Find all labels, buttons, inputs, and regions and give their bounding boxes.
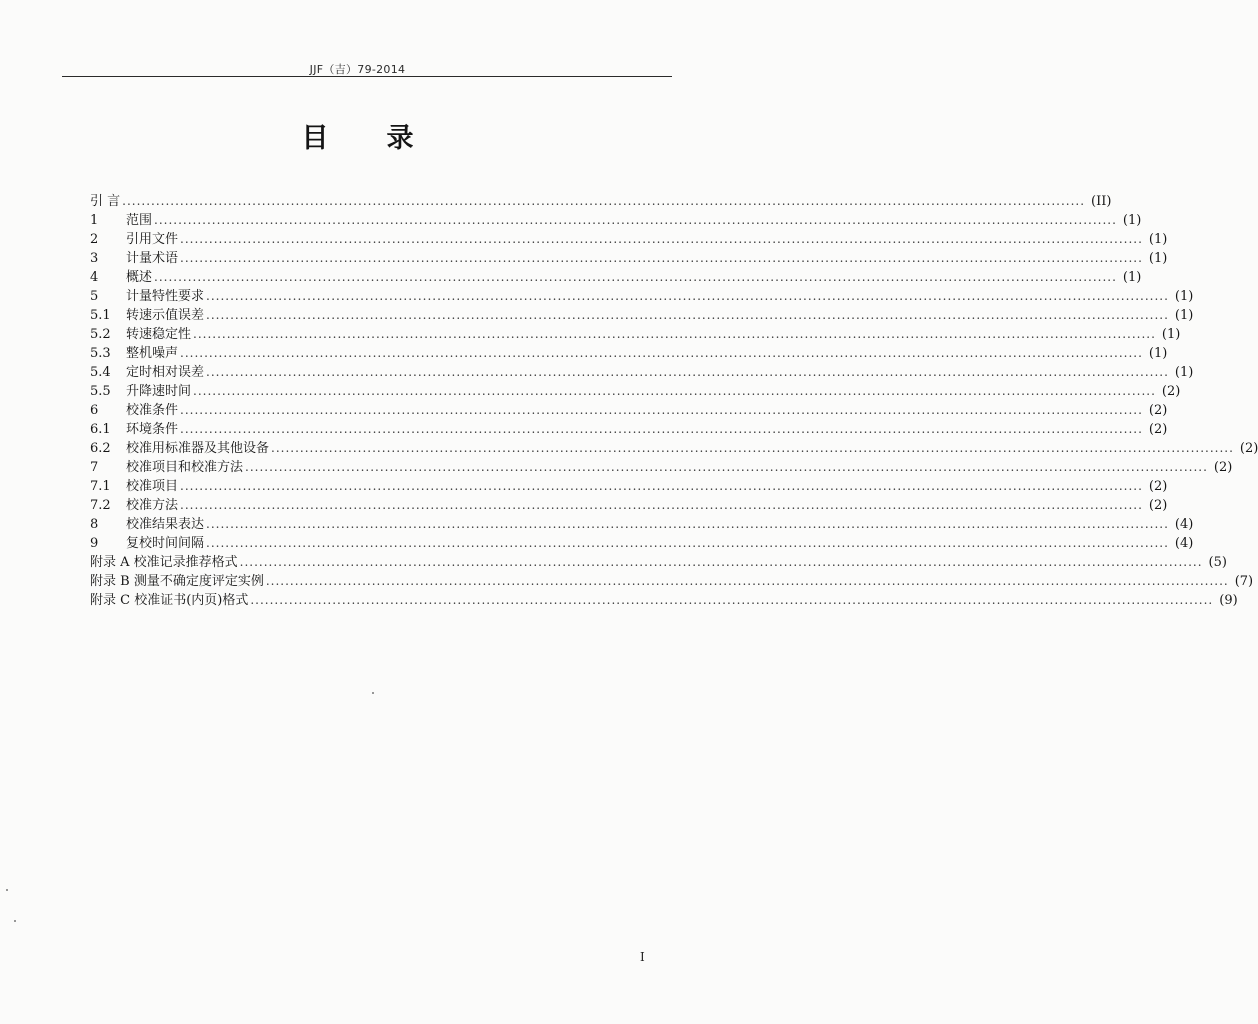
toc-entry[interactable] <box>90 363 1194 382</box>
toc-entry-label: 校准项目和校准方法 <box>126 460 244 475</box>
toc-entry[interactable] <box>90 591 1238 610</box>
toc-entry[interactable] <box>90 458 1233 477</box>
toc-entry-page: (1) <box>1174 308 1194 323</box>
toc-entry-page: (4) <box>1174 517 1194 532</box>
toc-entry[interactable] <box>90 192 1112 211</box>
toc-leader-dots: ........................................................................................................................................................................................................ <box>206 517 1169 531</box>
toc-entry-label: 计量特性要求 <box>126 289 205 304</box>
toc-entry-page: (5) <box>1208 555 1227 570</box>
toc-leader-dots: ........................................................................................................................................................................................................ <box>180 403 1143 417</box>
toc-entry-page: (2) <box>1148 403 1168 418</box>
toc-entry-label: 定时相对误差 <box>126 365 205 380</box>
toc-entry-label: 附录 B 测量不确定度评定实例 <box>90 574 264 589</box>
toc-leader-dots: ........................................................................................................................................................................................................ <box>250 593 1214 607</box>
toc-entry-number: 4 <box>90 270 99 285</box>
toc-entry[interactable] <box>90 325 1181 344</box>
toc-leader-dots: ........................................................................................................................................................................................................ <box>193 384 1156 398</box>
toc-entry-label: 校准用标准器及其他设备 <box>126 441 270 456</box>
toc-entry-label: 附录 A 校准记录推荐格式 <box>90 555 238 570</box>
toc-leader-dots: ........................................................................................................................................................................................................ <box>180 346 1143 360</box>
toc-leader-dots: ........................................................................................................................................................................................................ <box>271 441 1234 455</box>
toc-entry-number: 5 <box>90 289 99 304</box>
toc-entry[interactable] <box>90 230 1168 249</box>
toc-entry[interactable] <box>90 439 1258 458</box>
toc-entry[interactable] <box>90 344 1168 363</box>
toc-entry[interactable] <box>90 572 1254 591</box>
toc-leader-dots: ........................................................................................................................................................................................................ <box>180 232 1143 246</box>
toc-entry-label: 升降速时间 <box>126 384 192 399</box>
toc-entry-number: 8 <box>90 517 99 532</box>
toc-leader-dots: ........................................................................................................................................................................................................ <box>206 289 1169 303</box>
toc-entry[interactable] <box>90 211 1142 230</box>
toc-entry-page: (1) <box>1122 213 1142 228</box>
toc-entry-number: 9 <box>90 536 99 551</box>
toc-entry-label: 概述 <box>126 270 153 285</box>
toc-entry-number: 6.2 <box>90 441 111 456</box>
toc-entry-page: (1) <box>1174 365 1194 380</box>
toc-entry-label: 整机噪声 <box>126 346 179 361</box>
page-number: I <box>640 950 645 964</box>
toc-entry[interactable] <box>90 287 1194 306</box>
toc-entry-number: 5.2 <box>90 327 111 342</box>
toc-entry[interactable] <box>90 401 1168 420</box>
header-divider <box>62 76 672 77</box>
toc-leader-dots: ........................................................................................................................................................................................................ <box>154 270 1117 284</box>
toc-leader-dots: ........................................................................................................................................................................................................ <box>193 327 1156 341</box>
toc-leader-dots: ........................................................................................................................................................................................................ <box>180 251 1143 265</box>
toc-leader-dots: ........................................................................................................................................................................................................ <box>206 365 1169 379</box>
toc-entry-number: 7.1 <box>90 479 111 494</box>
toc-leader-dots: ........................................................................................................................................................................................................ <box>180 422 1143 436</box>
toc-entry-page: (7) <box>1234 574 1254 589</box>
toc-entry-label: 校准条件 <box>126 403 179 418</box>
toc-leader-dots: ........................................................................................................................................................................................................ <box>122 194 1086 208</box>
toc-entry[interactable] <box>90 496 1168 515</box>
toc-entry-page: (2) <box>1213 460 1233 475</box>
toc-leader-dots: ........................................................................................................................................................................................................ <box>206 536 1169 550</box>
toc-entry-page: (II) <box>1091 194 1112 209</box>
toc-entry-number: 3 <box>90 251 99 266</box>
table-of-contents <box>90 192 1258 610</box>
toc-leader-dots: ........................................................................................................................................................................................................ <box>265 574 1229 588</box>
toc-entry-number: 1 <box>90 213 99 228</box>
toc-entry-page: (2) <box>1239 441 1258 456</box>
toc-entry-page: (1) <box>1161 327 1181 342</box>
toc-entry-page: (2) <box>1148 422 1168 437</box>
toc-entry[interactable] <box>90 306 1194 325</box>
toc-entry-label: 环境条件 <box>126 422 179 437</box>
toc-entry-label: 校准项目 <box>126 479 179 494</box>
toc-entry-label: 范围 <box>126 213 153 228</box>
toc-entry-label: 校准方法 <box>126 498 179 513</box>
toc-entry-number: 6 <box>90 403 99 418</box>
toc-leader-dots: ........................................................................................................................................................................................................ <box>245 460 1208 474</box>
toc-entry[interactable] <box>90 268 1142 287</box>
toc-entry-label: 校准结果表达 <box>126 517 205 532</box>
scan-speck <box>372 692 374 694</box>
toc-leader-dots: ........................................................................................................................................................................................................ <box>239 555 1203 569</box>
toc-entry[interactable] <box>90 515 1194 534</box>
toc-leader-dots: ........................................................................................................................................................................................................ <box>180 479 1143 493</box>
toc-title: 目录 <box>301 123 472 154</box>
toc-entry-page: (2) <box>1148 498 1168 513</box>
toc-leader-dots: ........................................................................................................................................................................................................ <box>206 308 1169 322</box>
toc-entry[interactable] <box>90 553 1227 572</box>
scan-speck <box>6 889 8 891</box>
toc-entry-page: (2) <box>1148 479 1168 494</box>
toc-entry-page: (1) <box>1148 232 1168 247</box>
toc-entry-page: (2) <box>1161 384 1181 399</box>
toc-entry-label: 附录 C 校准证书(内页)格式 <box>90 593 249 608</box>
toc-entry[interactable] <box>90 477 1168 496</box>
toc-entry-page: (1) <box>1174 289 1194 304</box>
toc-entry-number: 5.4 <box>90 365 111 380</box>
toc-entry-page: (1) <box>1148 346 1168 361</box>
toc-entry-label: 复校时间间隔 <box>126 536 205 551</box>
toc-entry-label: 引 言 <box>90 194 121 209</box>
toc-entry-page: (1) <box>1122 270 1142 285</box>
toc-entry-page: (1) <box>1148 251 1168 266</box>
toc-entry-number: 2 <box>90 232 99 247</box>
toc-entry-page: (4) <box>1174 536 1194 551</box>
toc-leader-dots: ........................................................................................................................................................................................................ <box>180 498 1143 512</box>
standard-code-header: JJF（吉）79-2014 <box>309 63 406 76</box>
toc-entry-label: 计量术语 <box>126 251 179 266</box>
toc-entry-label: 引用文件 <box>126 232 179 247</box>
toc-leader-dots: ........................................................................................................................................................................................................ <box>154 213 1117 227</box>
toc-entry-number: 5.5 <box>90 384 111 399</box>
toc-entry-number: 7 <box>90 460 99 475</box>
toc-entry-label: 转速示值误差 <box>126 308 205 323</box>
toc-entry[interactable] <box>90 420 1168 439</box>
toc-entry[interactable] <box>90 534 1194 553</box>
toc-entry-number: 5.1 <box>90 308 111 323</box>
scan-speck <box>14 920 16 922</box>
toc-entry-number: 6.1 <box>90 422 111 437</box>
toc-entry[interactable] <box>90 382 1181 401</box>
toc-entry-number: 7.2 <box>90 498 111 513</box>
toc-entry-page: (9) <box>1219 593 1238 608</box>
toc-entry[interactable] <box>90 249 1168 268</box>
toc-entry-number: 5.3 <box>90 346 111 361</box>
toc-entry-label: 转速稳定性 <box>126 327 192 342</box>
